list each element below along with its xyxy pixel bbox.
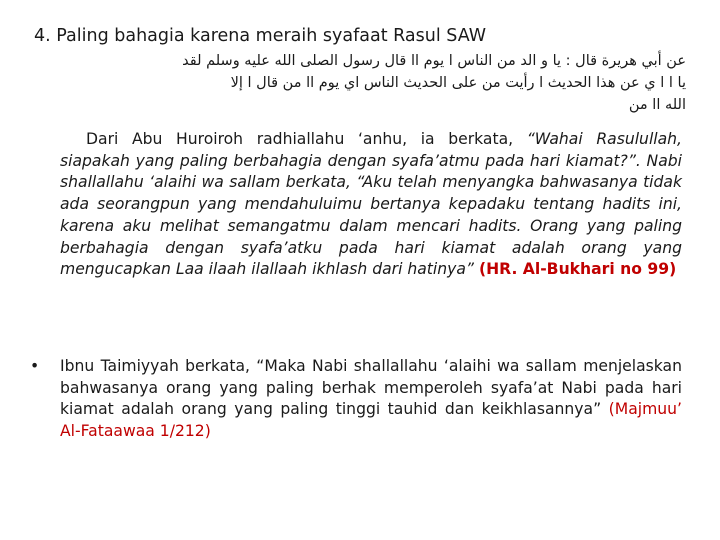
bullet-text: Ibnu Taimiyyah berkata, “Maka Nabi shallallahu ‘alaihi wa sallam menjelaskan bahwasanya orang yang paling berhak memperoleh syafa’at Nabi pada hari kiamat adalah orang yang paling tinggi tauhid dan keikhlasannya”	[60, 357, 682, 419]
hadith-reference: (HR. Al-Bukhari no 99)	[478, 260, 677, 279]
hadith-intro: Dari Abu Huroiroh radhiallahu ‘anhu, ia berkata,	[86, 130, 527, 148]
hadith-question-quote: “Wahai Rasulullah, siapakah yang paling berbahagia dengan syafa’atmu pada hari kiamat?”.	[60, 130, 682, 170]
arabic-text-line-3: الله اا من	[628, 97, 686, 113]
arabic-text-line-1: عن أبي هريرة قال : يا و الد من الناس ا يوم اا قال رسول الصلى الله عليه وسلم لقد	[182, 53, 686, 69]
slide-title: 4. Paling bahagia karena meraih syafaat Rasul SAW	[34, 26, 487, 46]
bullet-ibnu-taimiyyah	[60, 356, 682, 443]
hadith-answer-quote: “Aku telah menyangka bahwasanya tidak ada seorangpun yang mendahuluimu bertanya kepadaku tentang hadits ini, karena aku melihat semangatmu dalam mencari hadits. Orang yang paling berbahagia dengan syafa’atku pada hari kiamat adalah orang yang mengucapkan Laa ilaah ilallaah ikhlash dari hatinya”	[60, 173, 682, 279]
bullet-icon: •	[30, 357, 40, 375]
hadith-body: Nabi shallallahu ‘alaihi wa sallam berkata,	[60, 151, 682, 192]
bullet-reference: (Majmuu’ Al-Fataawaa 1/212)	[60, 400, 682, 441]
hadith-translation	[60, 129, 682, 281]
arabic-text-line-2: يا ا ا ي عن هذا الحديث ا رأيت من على الحديث الناس اي يوم اا من قال ا إلا	[230, 75, 686, 91]
